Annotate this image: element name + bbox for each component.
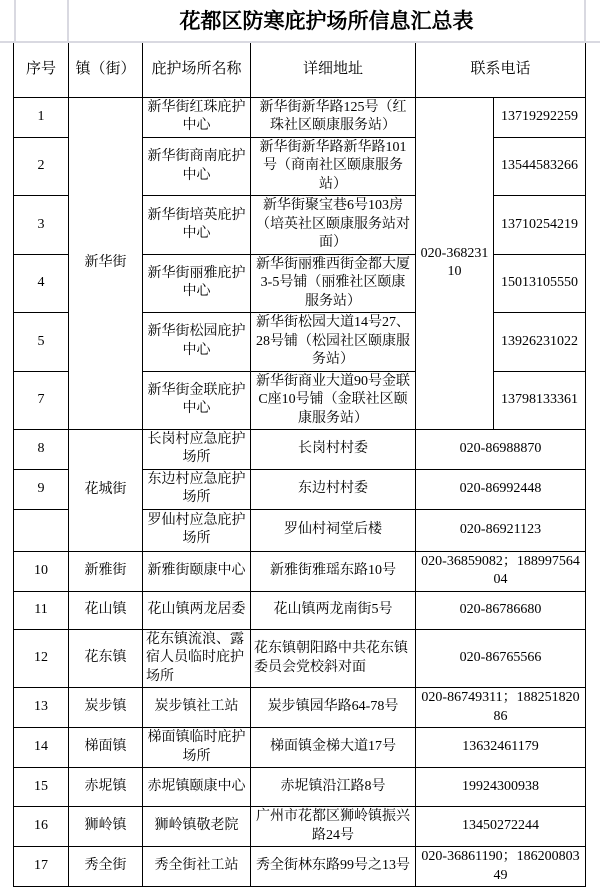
table-row [14, 429, 586, 469]
phone-cell: 13544583266 [494, 137, 586, 195]
header-town: 镇（街） [69, 43, 143, 98]
town-cell: 新雅街 [69, 551, 143, 591]
shelter-table-body [14, 98, 586, 887]
table-row [14, 688, 586, 728]
address-cell: 新华街商业大道90号金联C座10号铺（金联社区颐康服务站） [251, 371, 416, 429]
serial-number-cell: 5 [14, 313, 69, 371]
shelter-name-cell: 新华街培英庇护中心 [143, 196, 251, 254]
phone-cell: 020-86786680 [416, 591, 586, 629]
phone-cell: 020-36861190；18620080349 [416, 847, 586, 887]
shelter-name-cell: 新华街金联庇护中心 [143, 371, 251, 429]
address-cell: 炭步镇园华路64-78号 [251, 688, 416, 728]
address-cell: 秀全街林东路99号之13号 [251, 847, 416, 887]
shelter-name-cell: 花山镇两龙居委 [143, 591, 251, 629]
address-cell: 罗仙村祠堂后楼 [251, 509, 416, 551]
shelter-name-cell: 花东镇流浪、露宿人员临时庇护场所 [143, 629, 251, 687]
serial-number-cell: 4 [14, 254, 69, 312]
town-cell: 秀全街 [69, 847, 143, 887]
table-row [14, 551, 586, 591]
header-phone: 联系电话 [416, 43, 586, 98]
address-cell: 广州市花都区狮岭镇振兴路24号 [251, 807, 416, 847]
phone-cell: 13450272244 [416, 807, 586, 847]
shelter-name-cell: 炭步镇社工站 [143, 688, 251, 728]
header-serial-number: 序号 [14, 43, 69, 98]
address-cell: 花山镇两龙南街5号 [251, 591, 416, 629]
phone-cell: 020-86765566 [416, 629, 586, 687]
address-cell: 花东镇朝阳路中共花东镇委员会党校斜对面 [251, 629, 416, 687]
serial-number-cell: 10 [14, 551, 69, 591]
table-row [14, 807, 586, 847]
serial-number-cell: 3 [14, 196, 69, 254]
town-cell: 梯面镇 [69, 728, 143, 768]
table-row [14, 591, 586, 629]
serial-number-cell: 17 [14, 847, 69, 887]
phone-cell: 13710254219 [494, 196, 586, 254]
shelter-name-cell: 梯面镇临时庇护场所 [143, 728, 251, 768]
table-row [14, 98, 586, 138]
shelter-name-cell: 赤坭镇颐康中心 [143, 768, 251, 807]
shelter-name-cell: 新华街丽雅庇护中心 [143, 254, 251, 312]
shelter-info-table [13, 43, 586, 887]
address-cell: 新华街松园大道14号27、28号铺（松园社区颐康服务站） [251, 313, 416, 371]
address-cell: 新华街聚宝巷6号103房（培英社区颐康服务站对面） [251, 196, 416, 254]
serial-number-cell: 7 [14, 371, 69, 429]
phone-cell: 020-86988870 [416, 429, 586, 469]
serial-number-cell [14, 509, 69, 551]
phone-cell: 020-36859082；18899756404 [416, 551, 586, 591]
address-cell: 赤坭镇沿江路8号 [251, 768, 416, 807]
shelter-name-cell: 新华街松园庇护中心 [143, 313, 251, 371]
phone-cell: 13798133361 [494, 371, 586, 429]
table-row [14, 728, 586, 768]
address-cell: 新华街新华路新华路101号（商南社区颐康服务站） [251, 137, 416, 195]
phone-cell: 020-86992448 [416, 469, 586, 509]
phone-cell: 020-86749311；18825182086 [416, 688, 586, 728]
table-row [14, 847, 586, 887]
town-cell: 花东镇 [69, 629, 143, 687]
serial-number-cell: 16 [14, 807, 69, 847]
serial-number-cell: 11 [14, 591, 69, 629]
phone-cell: 020-86921123 [416, 509, 586, 551]
serial-number-cell: 9 [14, 469, 69, 509]
shelter-name-cell: 罗仙村应急庇护场所 [143, 509, 251, 551]
shelter-name-cell: 秀全街社工站 [143, 847, 251, 887]
town-cell: 新华街 [69, 98, 143, 430]
address-cell: 新华街丽雅西街金都大厦3-5号铺（丽雅社区颐康服务站） [251, 254, 416, 312]
serial-number-cell: 2 [14, 137, 69, 195]
town-cell: 炭步镇 [69, 688, 143, 728]
shared-phone-cell: 020-36823110 [416, 98, 494, 430]
title-band [0, 0, 600, 43]
header-shelter-name: 庇护场所名称 [143, 43, 251, 98]
shelter-name-cell: 新华街商南庇护中心 [143, 137, 251, 195]
serial-number-cell: 1 [14, 98, 69, 138]
phone-cell: 15013105550 [494, 254, 586, 312]
serial-number-cell: 15 [14, 768, 69, 807]
town-cell: 狮岭镇 [69, 807, 143, 847]
table-row [14, 768, 586, 807]
serial-number-cell: 14 [14, 728, 69, 768]
serial-number-cell: 12 [14, 629, 69, 687]
address-cell: 新雅街雅瑶东路10号 [251, 551, 416, 591]
phone-cell: 19924300938 [416, 768, 586, 807]
page-title: 花都区防寒庇护场所信息汇总表 [179, 10, 474, 33]
header-address: 详细地址 [251, 43, 416, 98]
serial-number-cell: 8 [14, 429, 69, 469]
phone-cell: 13632461179 [416, 728, 586, 768]
shelter-name-cell: 新华街红珠庇护中心 [143, 98, 251, 138]
shelter-name-cell: 东边村应急庇护场所 [143, 469, 251, 509]
table-row [14, 629, 586, 687]
town-cell: 花城街 [69, 429, 143, 551]
shelter-name-cell: 狮岭镇敬老院 [143, 807, 251, 847]
serial-number-cell: 13 [14, 688, 69, 728]
grid-line [14, 0, 16, 41]
town-cell: 花山镇 [69, 591, 143, 629]
shelter-name-cell: 长岗村应急庇护场所 [143, 429, 251, 469]
shelter-name-cell: 新雅街颐康中心 [143, 551, 251, 591]
phone-cell: 13926231022 [494, 313, 586, 371]
address-cell: 梯面镇金梯大道17号 [251, 728, 416, 768]
town-cell: 赤坭镇 [69, 768, 143, 807]
phone-cell: 13719292259 [494, 98, 586, 138]
address-cell: 长岗村村委 [251, 429, 416, 469]
header-row [14, 43, 586, 98]
address-cell: 东边村村委 [251, 469, 416, 509]
address-cell: 新华街新华路125号（红珠社区颐康服务站） [251, 98, 416, 138]
